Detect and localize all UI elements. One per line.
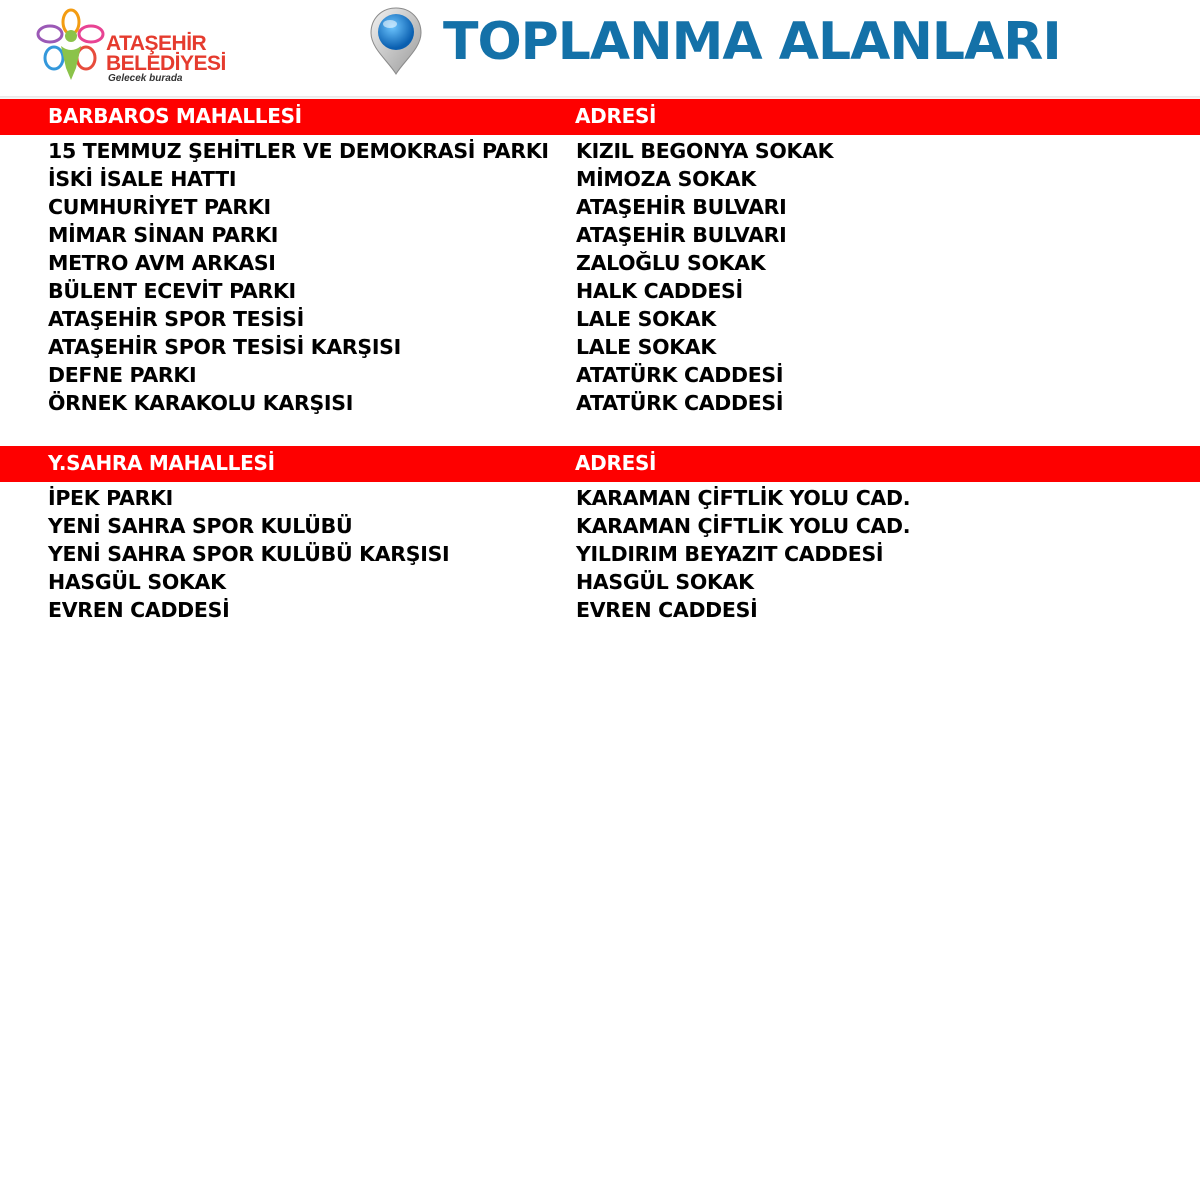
address-header: ADRESİ — [575, 451, 657, 475]
assembly-area-address: ATATÜRK CADDESİ — [576, 363, 784, 387]
assembly-area-name: YENİ SAHRA SPOR KULÜBÜ KARŞISI — [48, 542, 450, 566]
assembly-area-name: İSKİ İSALE HATTI — [48, 167, 237, 191]
assembly-area-name: DEFNE PARKI — [48, 363, 197, 387]
table-row — [0, 221, 1200, 249]
assembly-area-name: YENİ SAHRA SPOR KULÜBÜ — [48, 514, 353, 538]
page-title: TOPLANMA ALANLARI — [443, 12, 1061, 72]
neighborhood-header: BARBAROS MAHALLESİ — [48, 104, 302, 128]
table-row — [0, 277, 1200, 305]
section-header-ysahra — [0, 446, 1200, 482]
assembly-area-name: BÜLENT ECEVİT PARKI — [48, 279, 296, 303]
table-row — [0, 389, 1200, 417]
table-row — [0, 305, 1200, 333]
assembly-area-address: MİMOZA SOKAK — [576, 167, 756, 191]
flower-logo-icon — [36, 8, 106, 88]
atasehir-logo — [36, 8, 226, 88]
address-header: ADRESİ — [575, 104, 657, 128]
assembly-area-address: LALE SOKAK — [576, 335, 716, 359]
assembly-area-address: EVREN CADDESİ — [576, 598, 758, 622]
table-row — [0, 484, 1200, 512]
table-row — [0, 249, 1200, 277]
assembly-area-address: ZALOĞLU SOKAK — [576, 251, 766, 275]
assembly-area-address: YILDIRIM BEYAZIT CADDESİ — [576, 542, 884, 566]
assembly-area-address: KARAMAN ÇİFTLİK YOLU CAD. — [576, 514, 911, 538]
table-row — [0, 333, 1200, 361]
assembly-area-name: ATAŞEHİR SPOR TESİSİ — [48, 307, 304, 331]
logo-slogan: Gelecek burada — [108, 73, 183, 84]
assembly-area-address: ATAŞEHİR BULVARI — [576, 195, 787, 219]
assembly-area-address: KIZIL BEGONYA SOKAK — [576, 139, 834, 163]
table-row — [0, 361, 1200, 389]
assembly-area-name: METRO AVM ARKASI — [48, 251, 276, 275]
assembly-area-address: KARAMAN ÇİFTLİK YOLU CAD. — [576, 486, 911, 510]
assembly-area-name: HASGÜL SOKAK — [48, 570, 226, 594]
assembly-area-name: ATAŞEHİR SPOR TESİSİ KARŞISI — [48, 335, 401, 359]
assembly-area-address: ATATÜRK CADDESİ — [576, 391, 784, 415]
table-row — [0, 568, 1200, 596]
table-row — [0, 137, 1200, 165]
section-header-barbaros — [0, 99, 1200, 135]
table-row — [0, 540, 1200, 568]
assembly-area-name: CUMHURİYET PARKI — [48, 195, 271, 219]
neighborhood-header: Y.SAHRA MAHALLESİ — [48, 451, 275, 475]
assembly-area-address: ATAŞEHİR BULVARI — [576, 223, 787, 247]
table-row — [0, 512, 1200, 540]
page-header — [0, 0, 1200, 98]
assembly-area-name: 15 TEMMUZ ŞEHİTLER VE DEMOKRASİ PARKI — [48, 139, 549, 163]
assembly-area-address: LALE SOKAK — [576, 307, 716, 331]
assembly-area-name: İPEK PARKI — [48, 486, 173, 510]
table-row — [0, 596, 1200, 624]
table-row — [0, 193, 1200, 221]
assembly-area-address: HALK CADDESİ — [576, 279, 743, 303]
assembly-area-name: ÖRNEK KARAKOLU KARŞISI — [48, 391, 354, 415]
location-pin-icon — [368, 6, 424, 76]
assembly-area-address: HASGÜL SOKAK — [576, 570, 754, 594]
table-row — [0, 165, 1200, 193]
logo-text-line1: ATAŞEHİR — [106, 32, 207, 55]
logo-text-line2: BELEDİYESİ — [106, 52, 226, 75]
assembly-area-name: EVREN CADDESİ — [48, 598, 230, 622]
assembly-area-name: MİMAR SİNAN PARKI — [48, 223, 279, 247]
